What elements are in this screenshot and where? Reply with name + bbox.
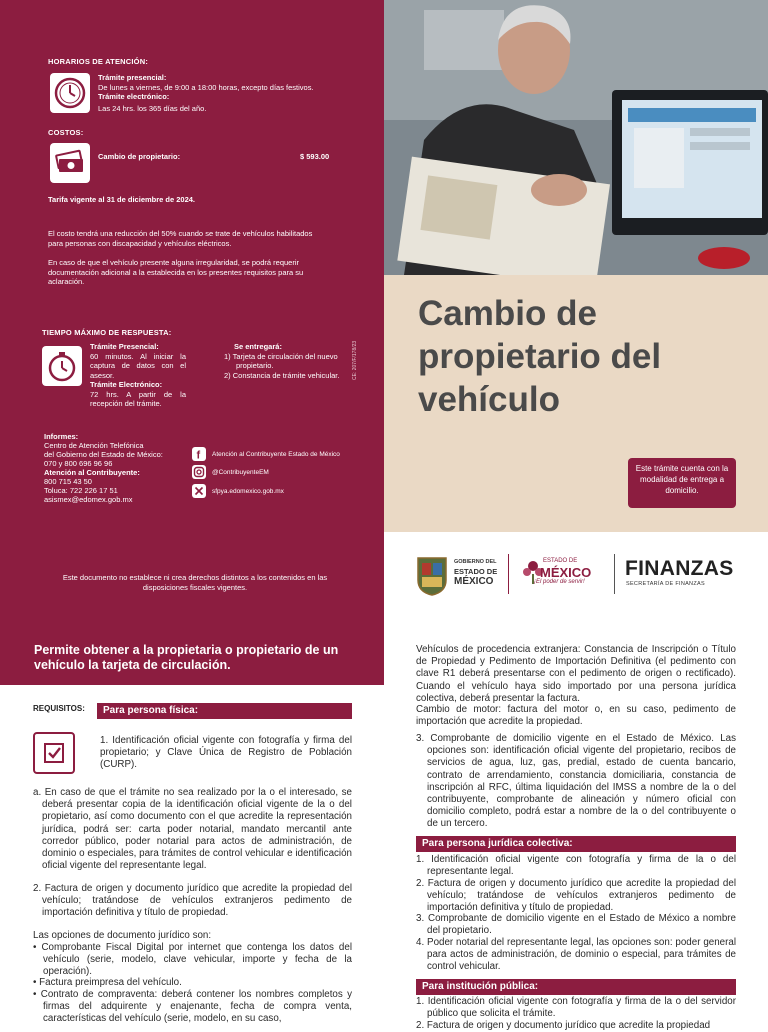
cost-note-discount: El costo tendrá una reducción del 50% cuando se trate de vehículos habilitados para personas con discapacidad y vehículos eléctricos. xyxy=(48,229,313,248)
edomex-label-1: ESTADO DE xyxy=(543,558,578,564)
hours-electronico-text: Las 24 hrs. los 365 días del año. xyxy=(98,103,207,113)
response-presencial-label: Trámite Presencial: xyxy=(90,342,159,351)
response-presencial-text: 60 minutos. Al iniciar la captura de datos con el asesor. xyxy=(90,351,186,380)
contact-line-2: del Gobierno del Estado de México: xyxy=(44,450,163,459)
contact-line-3: 070 y 800 696 96 96 xyxy=(44,459,113,468)
hours-presencial-text: De lunes a viernes, de 9:00 a 18:00 horas, excepto días festivos. xyxy=(98,82,314,92)
edomex-slogan: ¡El poder de servir! xyxy=(534,579,585,585)
info-panel xyxy=(0,0,384,685)
hours-presencial-label: Trámite presencial: xyxy=(98,73,167,82)
contact-heading-2: Atención al Contribuyente: xyxy=(44,468,140,477)
requirements-label: REQUISITOS: xyxy=(33,704,85,713)
clock-icon xyxy=(50,73,90,113)
delivered-item-1: 1) Tarjeta de circulación del nuevo propietario. xyxy=(224,351,338,370)
req-publica-1: 1. Identificación oficial vigente con fotografía y firma de la o del servidor público que solicita el trámite. xyxy=(416,996,736,1020)
document-code: CE: 207/F/178/23 xyxy=(352,340,358,380)
home-delivery-badge: Este trámite cuenta con la modalidad de entrega a domicilio. xyxy=(628,458,736,508)
logo-strip xyxy=(384,532,768,642)
req-fisica-3: 3. Comprobante de domicilio vigente en el Estado de México. Las opciones son: identificación oficial vigente del propietario, recibos de servicios de agua, luz, gas, predial, estado de cuenta bancario, contrato de arrendamiento, constancia domiciliaria, constancia de inscripción al RFC, última liquidación del IMSS a nombre de la o del contribuyente, comprobante de alineación y número oficial con domicilio completo, podrá estar a nombre de la o del contribuyente o de un tercero. xyxy=(416,733,736,830)
facebook-handle[interactable]: Atención al Contribuyente Estado de México xyxy=(212,451,340,458)
gov-label-1: GOBIERNO DEL xyxy=(454,559,497,565)
cost-note-irregularity: En caso de que el vehículo presente alguna irregularidad, se podrá requerir documentación adicional a la establecida en los presentes requisitos para su aclaración. xyxy=(48,258,304,286)
state-coat-of-arms-icon xyxy=(414,554,450,596)
delivered-item-2: 2) Constancia de trámite vehicular. xyxy=(224,370,340,380)
contact-line-1: Centro de Atención Telefónica xyxy=(44,441,144,450)
response-electronico-label: Trámite Electrónico: xyxy=(90,380,163,389)
tarifa-text: Tarifa vigente al 31 de diciembre de 2024. xyxy=(48,195,196,204)
money-icon xyxy=(50,143,90,183)
page-title: Cambio de propietario del vehículo xyxy=(418,294,662,419)
edomex-label-2: MÉXICO xyxy=(540,565,592,580)
title-panel xyxy=(384,275,768,532)
req-options-intro: Las opciones de documento jurídico son: xyxy=(33,930,212,941)
purpose-banner: Permite obtener a la propietaria o propietario de un vehículo la tarjeta de circulación. xyxy=(0,637,384,685)
checklist-icon xyxy=(33,732,75,774)
req-fisica-a: a. En caso de que el trámite no sea realizado por la o el interesado, se deberá presentar copia de la identificación oficial vigente de la o del propietario, así como documento con el que acredite la representación jurídica, podrá ser: carta poder notarial, mandato mercantil ante corredor público, poder notarial para actos de administración, de dominio o especiales, para trámites de control vehicular e identificación oficial vigente del representante legal. xyxy=(33,787,352,872)
hours-electronico-label: Trámite electrónico: xyxy=(98,92,170,101)
section-institucion-publica: Para institución pública: xyxy=(416,979,736,995)
req-moral-3: 3. Comprobante de domicilio vigente en el Estado de México a nombre del propietario. xyxy=(416,913,736,937)
stopwatch-icon xyxy=(42,346,82,386)
finanzas-subtitle: SECRETARÍA DE FINANZAS xyxy=(626,581,705,587)
req-fisica-2: 2. Factura de origen y documento jurídico que acredite la propiedad del vehículo; tratándose de vehículos extranjeros pedimento de importación definitiva y título de propiedad. xyxy=(33,883,352,919)
finanzas-logo: FINANZAS xyxy=(625,557,734,580)
contact-line-4: 800 715 43 50 xyxy=(44,477,92,486)
response-details xyxy=(90,342,186,409)
section-persona-fisica: Para persona física: xyxy=(97,703,352,719)
section-persona-moral: Para persona jurídica colectiva: xyxy=(416,836,736,852)
req-moral-1: 1. Identificación oficial vigente con fotografía y firma de la o del representante legal. xyxy=(416,854,736,878)
delivered-label: Se entregará: xyxy=(234,342,282,351)
gov-label-2: ESTADO DE xyxy=(454,567,498,576)
x-icon[interactable] xyxy=(192,484,206,498)
costs-heading: COSTOS: xyxy=(48,128,84,137)
website-url[interactable]: sfpya.edomexico.gob.mx xyxy=(212,488,284,495)
cost-item-label: Cambio de propietario: xyxy=(98,152,181,161)
response-electronico-text: 72 hrs. A partir de la recepción del trámite. xyxy=(90,389,186,408)
req-option-cfdi: • Comprobante Fiscal Digital por internet que contenga los datos del vehículo (serie, modelo, clave vehicular, importe y fecha de la operación). xyxy=(33,942,352,978)
contact-email[interactable]: asismex@edomex.gob.mx xyxy=(44,495,133,504)
contact-heading: Informes: xyxy=(44,432,79,441)
gov-label-3: MÉXICO xyxy=(454,576,494,587)
hours-details xyxy=(98,73,368,113)
req-publica-2: 2. Factura de origen y documento jurídico que acredite la propiedad xyxy=(416,1020,711,1031)
contact-line-5: Toluca: 722 226 17 51 xyxy=(44,486,118,495)
req-option-contrato: • Contrato de compraventa: deberá contener los nombres completos y firmas del adquirente y enajenante, fecha de compra venta, características del vehículo (serie, modelo, en su caso, xyxy=(33,989,352,1025)
cost-item-price: $ 593.00 xyxy=(300,152,330,161)
req-moral-2: 2. Factura de origen y documento jurídico que acredite la propiedad del vehículo; tratándose de vehículos extranjeros pedimento de importación definitiva y título de propiedad. xyxy=(416,878,736,914)
logo-divider-2 xyxy=(614,554,615,594)
req-option-factura: • Factura preimpresa del vehículo. xyxy=(33,977,182,988)
response-heading: TIEMPO MÁXIMO DE RESPUESTA: xyxy=(42,328,172,337)
req-extranjera: Vehículos de procedencia extranjera: Constancia de Inscripción o Título de Propiedad y Pedimento de Importación Definitiva (el pedimento con clave R1 deberá presentarse con el pedimento de origen o rectificado). Cuando el vehículo haya sido importado por una persona jurídica colectiva, deberá presentar la factura. xyxy=(416,644,736,704)
disclaimer: Este documento no establece ni crea derechos distintos a los contenidos en las disposiciones fiscales vigentes. xyxy=(62,573,328,592)
photo-person-at-computer xyxy=(384,0,768,275)
delivered-details xyxy=(224,342,344,380)
req-moral-4: 4. Poder notarial del representante legal, las opciones son: poder general para actos de administración, de dominio o especial, para trámites de control vehicular. xyxy=(416,937,736,973)
req-cambio-motor: Cambio de motor: factura del motor o, en su caso, pedimento de importación que acredite la propiedad. xyxy=(416,704,736,728)
logo-divider xyxy=(508,554,509,594)
req-fisica-1: 1. Identificación oficial vigente con fotografía y firma del propietario; y Clave Única de Registro de Población (CURP). xyxy=(100,735,352,771)
instagram-icon[interactable] xyxy=(192,465,206,479)
svg-text:f: f xyxy=(196,449,201,462)
facebook-icon[interactable] xyxy=(192,447,206,461)
twitter-handle[interactable]: @ContribuyenteEM xyxy=(212,469,269,476)
contact-block xyxy=(44,432,194,504)
hours-heading: HORARIOS DE ATENCIÓN: xyxy=(48,57,149,66)
